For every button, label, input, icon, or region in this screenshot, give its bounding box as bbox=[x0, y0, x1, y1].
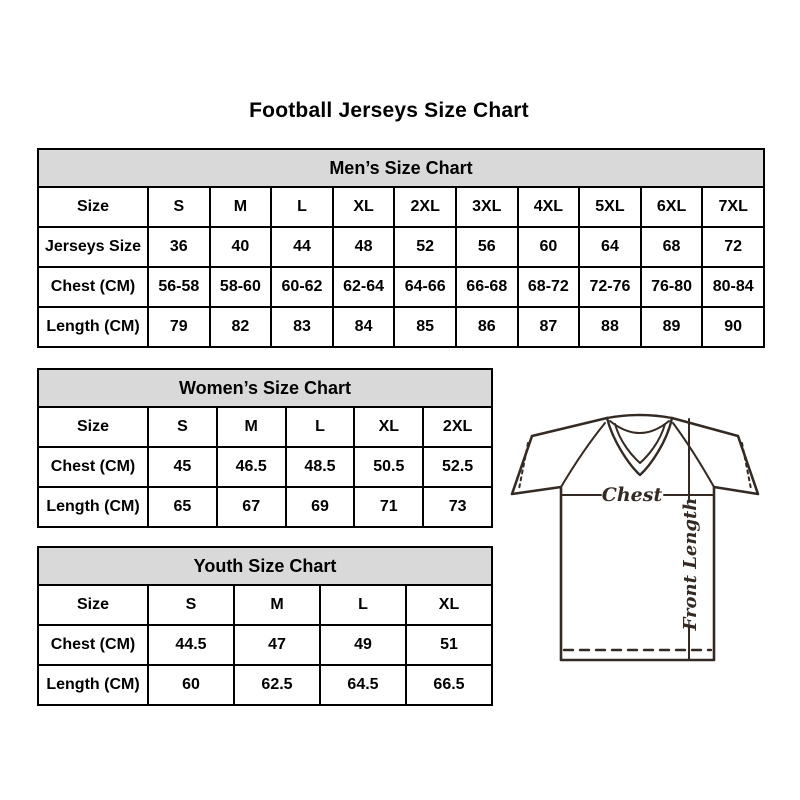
youth-table bbox=[37, 546, 493, 706]
mens-cell-r2-c2: 58-60 bbox=[210, 267, 272, 307]
mens-cell-r1-c7: 60 bbox=[518, 227, 580, 267]
mens-row-label-r3: Length (CM) bbox=[38, 307, 148, 347]
mens-cell-r0-c10: 7XL bbox=[702, 187, 764, 227]
mens-cell-r1-c5: 52 bbox=[394, 227, 456, 267]
youth-cell-r0-c4: XL bbox=[406, 585, 492, 625]
womens-cell-r1-c2: 46.5 bbox=[217, 447, 286, 487]
mens-cell-r3-c9: 89 bbox=[641, 307, 703, 347]
mens-cell-r2-c10: 80-84 bbox=[702, 267, 764, 307]
womens-cell-r1-c4: 50.5 bbox=[354, 447, 423, 487]
mens-cell-r3-c6: 86 bbox=[456, 307, 518, 347]
youth-cell-r2-c1: 60 bbox=[148, 665, 234, 705]
page-title: Football Jerseys Size Chart bbox=[249, 99, 529, 122]
mens-cell-r0-c3: L bbox=[271, 187, 333, 227]
womens-table-title: Women’s Size Chart bbox=[38, 369, 492, 407]
mens-cell-r3-c8: 88 bbox=[579, 307, 641, 347]
womens-cell-r2-c1: 65 bbox=[148, 487, 217, 527]
mens-cell-r0-c2: M bbox=[210, 187, 272, 227]
youth-cell-r0-c1: S bbox=[148, 585, 234, 625]
womens-cell-r1-c3: 48.5 bbox=[286, 447, 355, 487]
youth-cell-r2-c4: 66.5 bbox=[406, 665, 492, 705]
mens-cell-r2-c1: 56-58 bbox=[148, 267, 210, 307]
youth-cell-r1-c3: 49 bbox=[320, 625, 406, 665]
mens-cell-r1-c8: 64 bbox=[579, 227, 641, 267]
womens-cell-r2-c5: 73 bbox=[423, 487, 492, 527]
youth-row-label-r0: Size bbox=[38, 585, 148, 625]
right-sleeve-seam bbox=[673, 423, 714, 487]
mens-row-label-r2: Chest (CM) bbox=[38, 267, 148, 307]
womens-cell-r2-c4: 71 bbox=[354, 487, 423, 527]
mens-cell-r1-c3: 44 bbox=[271, 227, 333, 267]
womens-cell-r1-c1: 45 bbox=[148, 447, 217, 487]
youth-table-title: Youth Size Chart bbox=[38, 547, 492, 585]
mens-cell-r2-c7: 68-72 bbox=[518, 267, 580, 307]
mens-cell-r3-c3: 83 bbox=[271, 307, 333, 347]
womens-row-label-r2: Length (CM) bbox=[38, 487, 148, 527]
mens-cell-r0-c9: 6XL bbox=[641, 187, 703, 227]
womens-cell-r0-c5: 2XL bbox=[423, 407, 492, 447]
youth-cell-r2-c2: 62.5 bbox=[234, 665, 320, 705]
womens-cell-r0-c3: L bbox=[286, 407, 355, 447]
mens-cell-r0-c7: 4XL bbox=[518, 187, 580, 227]
mens-cell-r2-c9: 76-80 bbox=[641, 267, 703, 307]
youth-row-label-r2: Length (CM) bbox=[38, 665, 148, 705]
mens-cell-r0-c5: 2XL bbox=[394, 187, 456, 227]
womens-size-table bbox=[37, 368, 493, 528]
mens-cell-r1-c6: 56 bbox=[456, 227, 518, 267]
womens-cell-r0-c4: XL bbox=[354, 407, 423, 447]
jersey-outline-shape bbox=[512, 418, 758, 660]
collar-rib-arc bbox=[610, 421, 669, 433]
youth-cell-r1-c2: 47 bbox=[234, 625, 320, 665]
mens-cell-r3-c5: 85 bbox=[394, 307, 456, 347]
womens-cell-r0-c2: M bbox=[217, 407, 286, 447]
youth-size-table bbox=[37, 546, 493, 706]
mens-cell-r1-c2: 40 bbox=[210, 227, 272, 267]
youth-cell-r2-c3: 64.5 bbox=[320, 665, 406, 705]
mens-cell-r0-c8: 5XL bbox=[579, 187, 641, 227]
mens-cell-r2-c6: 66-68 bbox=[456, 267, 518, 307]
mens-cell-r3-c10: 90 bbox=[702, 307, 764, 347]
youth-row-label-r1: Chest (CM) bbox=[38, 625, 148, 665]
mens-cell-r2-c8: 72-76 bbox=[579, 267, 641, 307]
womens-row-label-r1: Chest (CM) bbox=[38, 447, 148, 487]
mens-cell-r0-c4: XL bbox=[333, 187, 395, 227]
womens-cell-r0-c1: S bbox=[148, 407, 217, 447]
youth-cell-r1-c1: 44.5 bbox=[148, 625, 234, 665]
mens-cell-r0-c1: S bbox=[148, 187, 210, 227]
jersey-diagram bbox=[504, 398, 766, 670]
womens-row-label-r0: Size bbox=[38, 407, 148, 447]
youth-cell-r1-c4: 51 bbox=[406, 625, 492, 665]
womens-cell-r2-c2: 67 bbox=[217, 487, 286, 527]
mens-cell-r3-c4: 84 bbox=[333, 307, 395, 347]
mens-row-label-r1: Jerseys Size bbox=[38, 227, 148, 267]
collar-top-edge bbox=[607, 415, 672, 418]
mens-table bbox=[37, 148, 765, 348]
mens-cell-r2-c3: 60-62 bbox=[271, 267, 333, 307]
mens-size-table bbox=[37, 148, 765, 348]
mens-cell-r1-c10: 72 bbox=[702, 227, 764, 267]
mens-cell-r2-c4: 62-64 bbox=[333, 267, 395, 307]
mens-cell-r1-c4: 48 bbox=[333, 227, 395, 267]
youth-cell-r0-c2: M bbox=[234, 585, 320, 625]
front-length-measure-label: Front Length bbox=[680, 497, 701, 631]
left-sleeve-seam bbox=[561, 423, 605, 487]
mens-table-title: Men’s Size Chart bbox=[38, 149, 764, 187]
mens-cell-r1-c1: 36 bbox=[148, 227, 210, 267]
youth-cell-r0-c3: L bbox=[320, 585, 406, 625]
mens-cell-r3-c2: 82 bbox=[210, 307, 272, 347]
chest-measure-label: Chest bbox=[601, 484, 663, 506]
mens-cell-r1-c9: 68 bbox=[641, 227, 703, 267]
mens-cell-r2-c5: 64-66 bbox=[394, 267, 456, 307]
mens-cell-r3-c7: 87 bbox=[518, 307, 580, 347]
mens-cell-r0-c6: 3XL bbox=[456, 187, 518, 227]
womens-table bbox=[37, 368, 493, 528]
mens-row-label-r0: Size bbox=[38, 187, 148, 227]
mens-cell-r3-c1: 79 bbox=[148, 307, 210, 347]
womens-cell-r2-c3: 69 bbox=[286, 487, 355, 527]
womens-cell-r1-c5: 52.5 bbox=[423, 447, 492, 487]
